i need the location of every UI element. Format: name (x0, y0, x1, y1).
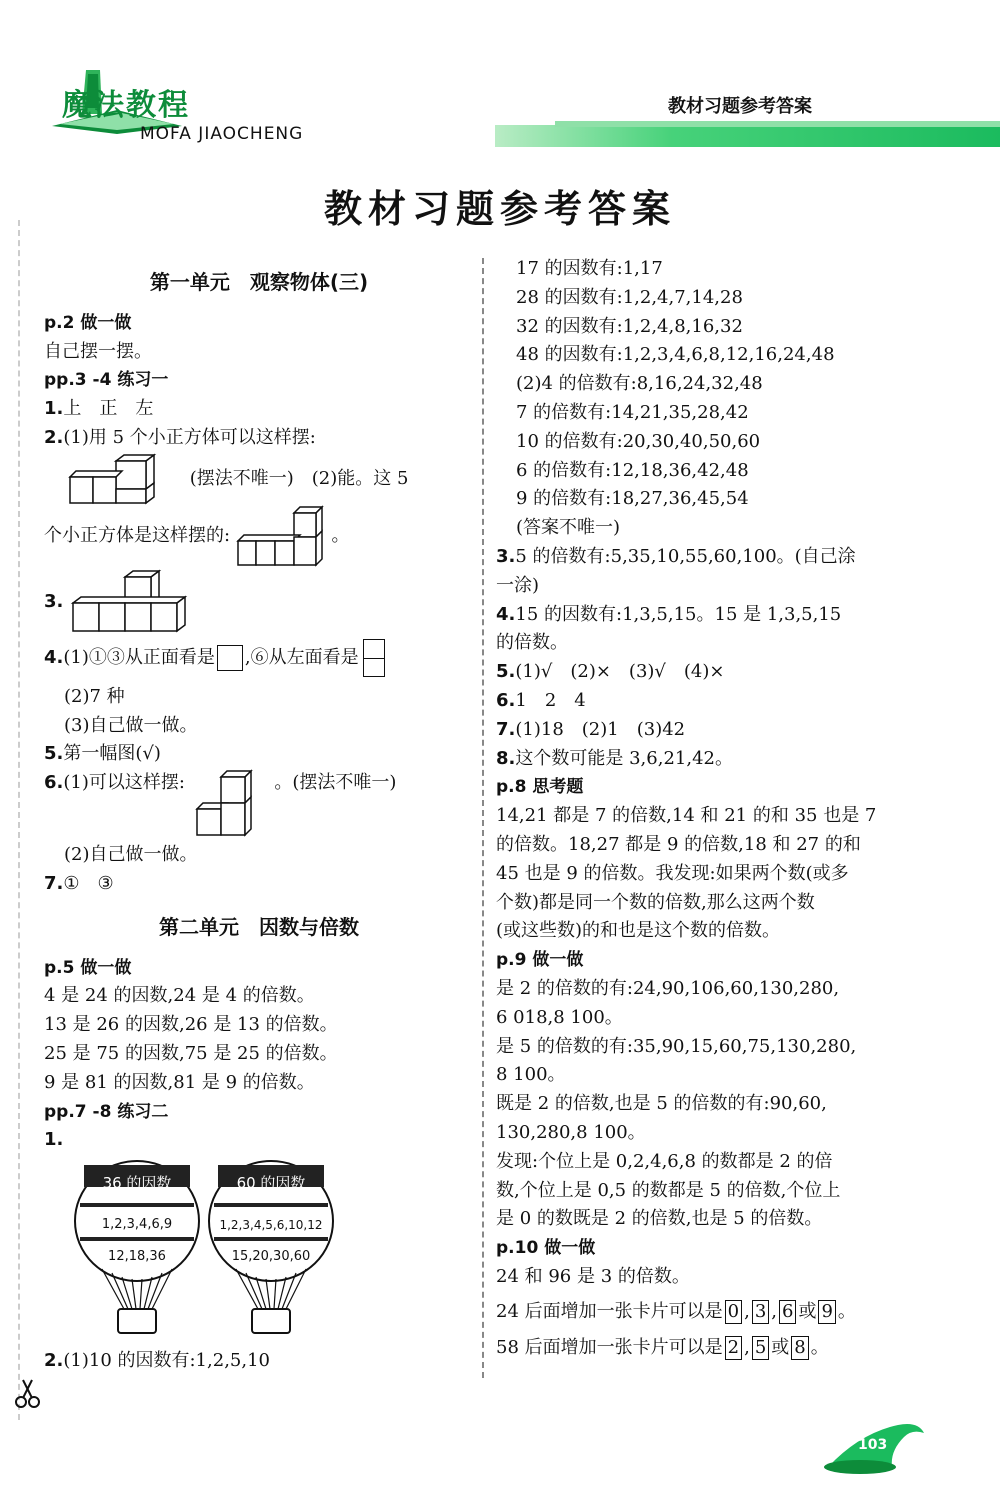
logo-subtitle: MOFA JIAOCHENG (140, 124, 304, 144)
answer-line: (3)自己做一做。 (64, 714, 198, 736)
left-column (44, 258, 474, 1376)
answer-line: 14,21 都是 7 的倍数,14 和 21 的和 35 也是 7 (496, 805, 877, 827)
answer-line (44, 639, 474, 683)
answer-line: 6 的倍数有:12,18,36,42,48 (516, 459, 749, 481)
page-title: 教材习题参考答案 (323, 187, 676, 231)
answer-line: 24 和 96 是 3 的倍数。 (496, 1265, 690, 1287)
cube-figure (65, 569, 195, 635)
answer-line: 4 是 24 的因数,24 是 4 的倍数。 (44, 985, 315, 1007)
number-card: 5 (752, 1336, 769, 1360)
question-number: 7. (44, 872, 64, 894)
answer-line (44, 453, 474, 505)
cube-figure (236, 505, 326, 567)
answer-text: 。(摆法不唯一) (274, 772, 397, 794)
answer-text: 上 正 左 (63, 398, 154, 420)
number-card: 6 (779, 1300, 796, 1324)
page-number-badge (820, 1415, 930, 1475)
answer-text: ① ③ (63, 872, 114, 894)
square-shape-icon (217, 645, 243, 671)
connector: 或 (771, 1337, 790, 1359)
question-number: 1. (44, 398, 64, 420)
question-number: 4. (496, 603, 516, 625)
answer-line (44, 1347, 474, 1376)
question-number: 3. (496, 545, 516, 567)
answer-line: (答案不唯一) (516, 517, 621, 539)
answer-line: 25 是 75 的因数,75 是 25 的倍数。 (44, 1042, 338, 1064)
number-card: 3 (752, 1300, 769, 1324)
answer-line: 17 的因数有:1,17 (516, 258, 663, 279)
answer-line: 32 的因数有:1,2,4,8,16,32 (516, 315, 743, 337)
answer-line (496, 543, 916, 572)
section-head: p.2 做一做 (44, 312, 132, 333)
answer-line: 28 的因数有:1,2,4,7,14,28 (516, 286, 743, 308)
page-header (0, 0, 1000, 160)
cube-figure (64, 453, 184, 505)
header-title: 教材习题参考答案 (668, 96, 812, 117)
number-card: 0 (725, 1300, 742, 1324)
separator: , (744, 1337, 750, 1359)
answer-line: 的倍数。 (496, 632, 568, 654)
number-card: 9 (818, 1300, 835, 1324)
answer-text: (1)可以这样摆: (63, 772, 185, 794)
number-card: 2 (725, 1336, 742, 1360)
separator: , (771, 1300, 777, 1322)
answer-line: 一涂) (496, 574, 540, 596)
answer-line (496, 1334, 916, 1363)
answer-text: 15 的因数有:1,3,5,15。15 是 1,3,5,15 (515, 603, 842, 625)
answer-line (44, 569, 474, 639)
balloon-row: 1,2,3,4,5,6,10,12 (219, 1218, 323, 1233)
cube-figure (191, 769, 269, 837)
answer-line: 48 的因数有:1,2,3,4,6,8,12,16,24,48 (516, 344, 835, 366)
answer-line (44, 769, 474, 841)
split-rect-icon (363, 639, 385, 677)
question-number: 7. (496, 718, 516, 740)
answer-line (44, 740, 474, 769)
answer-text: ,⑥从左面看是 (244, 646, 359, 668)
answer-line: 是 0 的数既是 2 的倍数,也是 5 的倍数。 (496, 1208, 823, 1230)
answer-line: (2)自己做一做。 (64, 844, 198, 866)
answer-line: 6 018,8 100。 (496, 1006, 623, 1028)
answer-line (44, 1126, 474, 1155)
answer-line (496, 601, 916, 630)
balloon-figure (44, 1159, 474, 1339)
balloon-row: 12,18,36 (108, 1249, 166, 1265)
answer-line: 是 2 的倍数的有:24,90,106,60,130,280, (496, 977, 840, 999)
number-card: 8 (791, 1336, 808, 1360)
answer-line (44, 424, 474, 453)
balloon-36-factors (72, 1159, 202, 1337)
answer-line: 发现:个位上是 0,2,4,6,8 的数都是 2 的倍 (496, 1150, 833, 1172)
separator: 。 (837, 1300, 856, 1322)
answer-line: 45 也是 9 的倍数。我发现:如果两个数(或多 (496, 862, 849, 884)
answer-line: 9 是 81 的因数,81 是 9 的倍数。 (44, 1071, 315, 1093)
answer-line (496, 745, 916, 774)
unit1-title: 第一单元 观察物体(三) (149, 270, 369, 294)
page-number: 103 (858, 1437, 888, 1453)
question-number: 2. (44, 426, 64, 448)
answer-line: 是 5 的倍数的有:35,90,15,60,75,130,280, (496, 1035, 857, 1057)
answer-line (44, 870, 474, 899)
section-head: pp.3 -4 练习一 (44, 370, 169, 391)
answer-line: 自己摆一摆。 (44, 340, 152, 362)
answer-text: (1)18 (2)1 (3)42 (515, 718, 686, 740)
answer-line: 7 的倍数有:14,21,35,28,42 (516, 401, 749, 423)
section-head: p.9 做一做 (496, 950, 584, 971)
connector: 或 (798, 1300, 817, 1322)
answer-text: 。 (331, 524, 350, 546)
column-divider (482, 258, 484, 1378)
separator: , (744, 1300, 750, 1322)
answer-line (496, 658, 916, 687)
answer-line: (2)4 的倍数有:8,16,24,32,48 (516, 373, 763, 395)
balloon-title: 36 的因数 (102, 1174, 172, 1193)
right-column (496, 255, 916, 1363)
answer-line: 13 是 26 的因数,26 是 13 的倍数。 (44, 1014, 338, 1036)
section-head: pp.7 -8 练习二 (44, 1101, 169, 1122)
logo-text: 魔法教程 (62, 88, 190, 123)
margin-guide (18, 220, 20, 1420)
answer-text: 第一幅图(√) (63, 743, 161, 765)
answer-line: 个数)都是同一个数的倍数,那么这两个数 (496, 891, 815, 913)
answer-text: (摆法不唯一) (2)能。这 5 (189, 467, 409, 489)
question-number: 4. (44, 646, 64, 668)
answer-line (44, 505, 474, 569)
answer-text: (1)10 的因数有:1,2,5,10 (63, 1350, 270, 1372)
answer-line: (2)7 种 (64, 685, 125, 707)
question-number: 5. (44, 743, 64, 765)
answer-line: 9 的倍数有:18,27,36,45,54 (516, 488, 749, 510)
question-number: 6. (44, 772, 64, 794)
question-number: 2. (44, 1350, 64, 1372)
question-number: 6. (496, 689, 516, 711)
answer-text: 1 2 4 (515, 689, 586, 711)
balloon-row: 1,2,3,4,6,9 (101, 1217, 173, 1233)
answer-line: 的倍数。18,27 都是 9 的倍数,18 和 27 的和 (496, 833, 861, 855)
question-number: 1. (44, 1129, 64, 1151)
answer-line (44, 395, 474, 424)
section-head: p.5 做一做 (44, 957, 132, 978)
answer-line (496, 716, 916, 745)
question-number: 8. (496, 747, 516, 769)
answer-line (496, 687, 916, 716)
scissors-icon (12, 1378, 44, 1410)
header-decor-bar (495, 125, 1000, 147)
balloon-title: 60 的因数 (236, 1174, 306, 1193)
answer-text: (1)√ (2)× (3)√ (4)× (515, 661, 725, 683)
section-head: p.10 做一做 (496, 1238, 596, 1259)
answer-line: 数,个位上是 0,5 的数都是 5 的倍数,个位上 (496, 1179, 841, 1201)
answer-line: 既是 2 的倍数,也是 5 的倍数的有:90,60, (496, 1093, 827, 1115)
answer-text: (1)①③从正面看是 (63, 646, 215, 668)
answer-text: 这个数可能是 3,6,21,42。 (515, 747, 733, 769)
balloon-60-factors (206, 1159, 336, 1337)
answer-text: (1)用 5 个小正方体可以这样摆: (63, 426, 316, 448)
question-number: 3. (44, 590, 64, 612)
question-number: 5. (496, 661, 516, 683)
answer-line: 8 100。 (496, 1064, 566, 1086)
answer-text: 58 后面增加一张卡片可以是 (496, 1337, 723, 1359)
section-head: p.8 思考题 (496, 777, 584, 798)
answer-line: (或这些数)的和也是这个数的倍数。 (496, 920, 781, 942)
separator: 。 (810, 1337, 829, 1359)
balloon-row: 15,20,30,60 (231, 1249, 311, 1265)
answer-text: 24 后面增加一张卡片可以是 (496, 1300, 723, 1322)
answer-line: 10 的倍数有:20,30,40,50,60 (516, 430, 761, 452)
answer-text: 个小正方体是这样摆的: (44, 524, 231, 546)
answer-text: 5 的倍数有:5,35,10,55,60,100。(自己涂 (515, 545, 856, 567)
answer-line (496, 1298, 916, 1327)
answer-line: 130,280,8 100。 (496, 1121, 646, 1143)
unit2-title: 第二单元 因数与倍数 (159, 914, 359, 939)
